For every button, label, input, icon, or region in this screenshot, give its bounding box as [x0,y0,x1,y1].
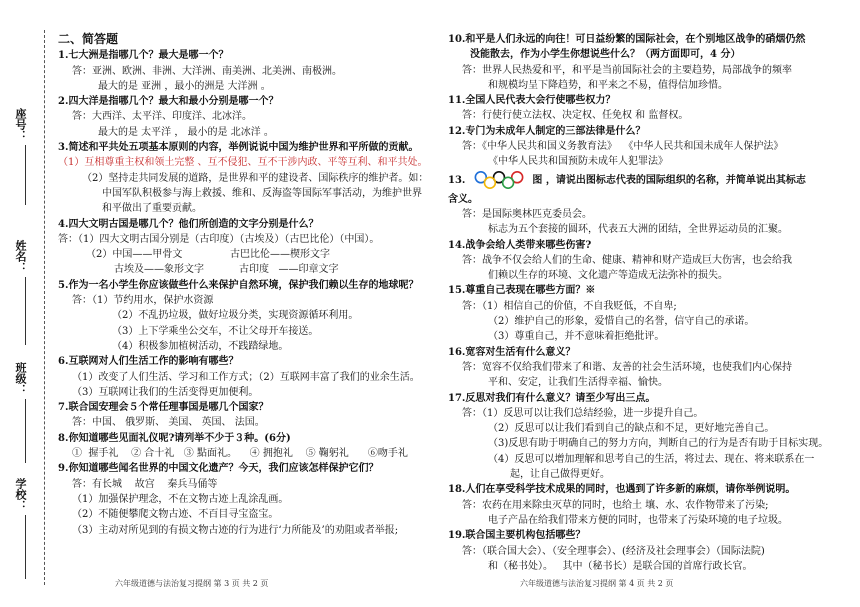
question-7: 7.联合国安理会５个常任理事国是哪几个国家？ [58,402,269,414]
answer-9-line-3: （2）不随便攀爬文物古迹、不百目寻宝盗宝。 [72,509,279,521]
question-2: 2.四大洋是指哪几个？最大和最小分别是哪一个？ [58,96,279,108]
left-column [58,32,430,538]
question-16: 16.宽容对生活有什么意义？ [448,346,576,358]
name-line [25,277,26,345]
answer-9-line-2: （1）加强保护理念，不在文物古迹上乱涂乱画。 [72,493,289,505]
answer-5-line-1: 答：（1）节约用水，保护水资源 [72,295,214,307]
question-8: 8.你知道哪些见面礼仪呢?请列举不少于３种。(6分) [58,432,291,444]
question-3: 3.简述和平共处五项基本原则的内容，举例说说中国为维护世界和平所做的贡献。 [58,142,419,154]
answer-16-line-2: 平和、安定，让我们生活得幸福、愉快。 [488,377,668,389]
answer-7-line-1: 答：中国、 俄罗斯、 美国、 英国、 法国。 [72,417,265,429]
answer-4-line-2: （2）中国——甲骨文 古巴比伦——楔形文字 [86,249,331,261]
answer-9-line-1: 答：有长城 故宫 秦兵马俑等 [72,478,218,490]
answer-17-line-5: 起，让自己做得更好。 [510,469,610,481]
question-4: 4.四大文明古国是哪几个？他们所创造的文字分别是什么？ [58,218,319,230]
answer-16-line-1: 答：宽容不仅给我们带来了和谐、友善的社会生活环境，也使我们内心保持 [462,361,792,373]
answer-14-line-2: 们赖以生存的环境、文化遗产等造成无法弥补的损失。 [488,270,728,282]
answer-17-line-4: （4）反思可以增加理解和思考自己的生活，将过去、现在、将来联系在一 [488,453,815,465]
seat-line [25,145,26,205]
answer-5-line-4: （4）积极参加植树活动，不践踏绿地。 [112,340,289,352]
question-17: 17.反思对我们有什么意义？请至少写出三点。 [448,392,656,404]
question-13-number: 13. [448,174,466,186]
answer-17-line-2: （2）反思可以让我们看到自己的缺点和不足，更好地完善自己。 [488,423,775,435]
class-label: 班级： [14,362,27,395]
answer-15-line-1: 答：（1）相信自己的价值，不自我贬低，不自卑; [462,300,677,312]
class-field [14,362,36,463]
answer-14-line-1: 答：战争不仅会给人们的生命、健康、精神和财产造成巨大伤害，也会给我 [462,254,792,266]
answer-3-line-1: （1）互相尊重主权和领土完整 、互不侵犯、互不干涉内政、平等互利、和平共处。 [58,157,428,169]
answer-17-line-1: 答：（1）反思可以让我们总结经验，进一步提升自己。 [462,407,704,419]
answer-3-line-2: （2）坚持走共同发展的道路，是世界和平的建设者、国际秩序的维护者。如：中国军队积极参与海上救援、维和、反海盗等国际军事活动，为维护世界和平做出了重要贡献。 [82,172,429,215]
seat-field [14,108,36,205]
binding-dashed-line [44,30,45,585]
question-5: 5.作为一名小学生你应该做些什么来保护自然环境，保护我们赖以生存的地球呢？ [58,279,419,291]
section-title: 二、简答题 [58,32,119,46]
answer-1-line-1: 答：亚洲、欧洲、非洲、大洋洲、南美洲、北美洲、南极洲。 [72,65,342,77]
right-column [448,32,848,574]
footer-left: 六年级道德与法治复习提纲 第 3 页 共 2 页 [115,579,269,588]
question-6: 6.互联网对人们生活工作的影响有哪些？ [58,356,239,368]
answer-2-line-1: 答：大西洋、太平洋、印度洋、北冰洋。 [72,111,252,123]
answer-11-line-1: 答：行使行使立法权、决定权、任免权 和 监督权。 [462,110,689,122]
question-13-text: 图 ，请说出图标志代表的国际组织的名称，并简单说出其标志 [532,174,806,186]
question-10: 10.和平是人们永远的向往！可日益纷繁的国际社会，在个别地区战争的硝烟仍然 [448,34,806,45]
question-10-line-2: 没能散去，作为小学生你想说些什么？（两方面即可，4 分） [470,49,741,61]
school-field [14,478,36,579]
answer-10-line-2: 和规模均呈下降趋势，和平来之不易，值得信加珍惜。 [488,79,728,91]
answer-9-line-4: （3）主动对所见到的有损文物古迹的行为进行‘力所能及’的劝阻或者举报; [72,524,399,536]
answer-19-line-1: 答：（联合国大会）、（安全理事会）、(经济及社会理事会）（国际法院) [462,545,765,557]
answer-12-line-1: 答：《中华人民共和国义务教育法》 《中华人民共和国未成年人保护法》 [462,141,784,153]
question-14: 14.战争会给人类带来哪些伤害? [448,239,592,251]
answer-12-line-2: 《中华人民共和国预防未成年人犯罪法》 [488,156,668,168]
answer-4-line-3: 古埃及——象形文字 古印度 ——印章文字 [114,264,339,276]
question-13-line-2: 含义。 [448,193,478,205]
school-line [25,515,26,579]
question-15: 15.尊重自己表现在哪些方面？※ [448,285,596,297]
question-11: 11.全国人民代表大会行使哪些权力？ [448,95,616,107]
class-line [25,399,26,463]
school-label: 学校： [14,478,27,511]
answer-1-line-2: 最大的是 亚洲 ，最小的洲是 大洋洲 。 [98,80,271,92]
answer-5-line-3: （3）上下学乘坐公交车，不让父母开车接送。 [112,325,319,337]
answer-17-line-3: （3)反思有助于明确自己的努力方向，判断自己的行为是否有助于目标实现。 [488,438,829,450]
name-field [14,240,36,345]
question-19: 19.联合国主要机构包括哪些？ [448,530,586,542]
answer-6-line-1: （1）改变了人们生活、学习和工作方式；（2）互联网丰富了我们的业余生活。 [72,371,420,383]
seat-label: 座号： [14,108,27,141]
answer-15-line-2: （2）维护自己的形象，爱惜自己的名誉，信守自己的承诺。 [488,316,755,328]
answer-19-line-2: 和（秘书处）。 其中（秘书长）是联合国的首席行政长官。 [488,560,753,572]
question-9: 9.你知道哪些闻名世界的中国文化遗产？今天，我们应该怎样保护它们？ [58,463,379,475]
question-1: 1.七大洲是指哪几个？最大是哪一个？ [58,50,229,62]
answer-13-line-1: 答：是国际奥林匹克委员会。 [462,208,592,220]
answer-18-line-2: 电子产品在给我们带来方便的同时，也带来了污染环境的电子垃圾。 [488,514,788,526]
answer-6-line-2: （3）互联网让我们的生活变得更加便利。 [72,386,259,398]
question-13 [448,170,848,192]
answer-15-line-3: （3）尊重自己，并不意味着拒绝批评。 [488,331,665,343]
answer-5-line-2: （2）不乱扔垃圾，做好垃圾分类，实现资源循环利用。 [112,310,359,322]
binding-margin [0,0,52,607]
question-18: 18.人们在享受科学技术成果的同时，也遇到了许多新的麻烦，请你举例说明。 [448,484,796,496]
answer-13-line-2: 标志为五个套接的圆环，代表五大洲的团结，全世界运动员的汇聚。 [488,224,788,236]
answer-18-line-1: 答：农药在用来除虫灭草的同时，也给土 壤、水、农作物带来了污染; [462,499,769,511]
answer-2-line-2: 最大的是 太平洋 ， 最小的是 北冰洋 。 [98,126,274,138]
question-12: 12.专门为未成年人制定的三部法律是什么？ [448,125,646,137]
answer-10-line-1: 答：世界人民热爱和平，和平是当前国际社会的主要趋势，局部战争的频率 [462,64,792,76]
answer-4-line-1: 答：（1）四大文明古国分别是（古印度）（古埃及）（古巴比伦）（中国）。 [58,233,380,245]
answer-8-line-1: ① 握手礼 ② 合十礼 ③ 點面礼。 ④ 拥抱礼 ⑤ 鞠躬礼 ⑥吻手礼 [72,448,408,460]
footer-right: 六年级道德与法治复习提纲 第 4 页 共 2 页 [520,579,674,588]
olympic-rings-icon [469,170,529,190]
name-label: 姓名： [14,240,27,273]
